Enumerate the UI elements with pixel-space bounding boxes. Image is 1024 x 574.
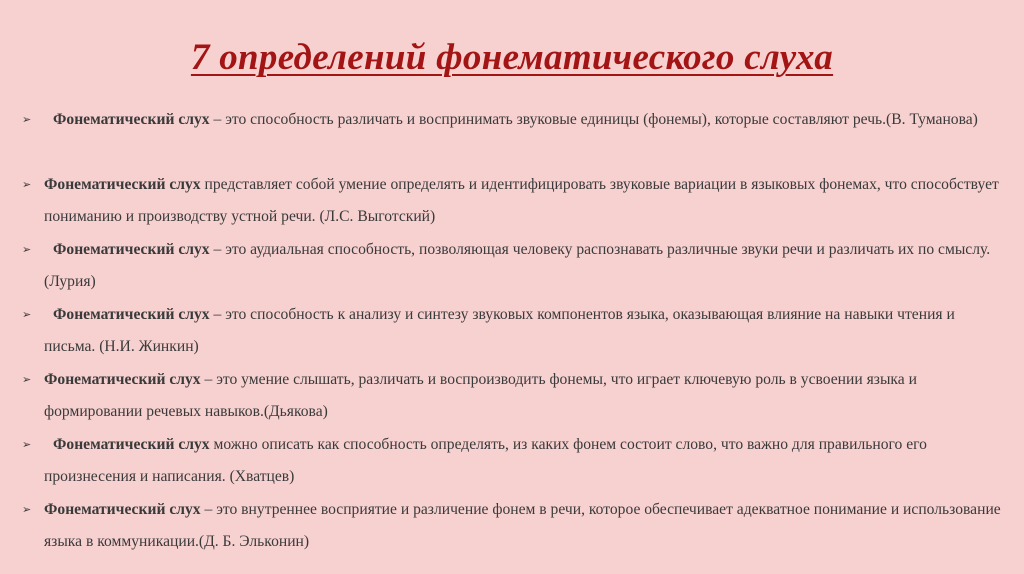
item-term: Фонематический слух bbox=[53, 436, 210, 453]
item-text: – это способность различать и воспринимать звуковые единицы (фонемы), которые составляют речь.(В. Туманова) bbox=[209, 111, 978, 128]
item-term: Фонематический слух bbox=[44, 176, 201, 193]
item-text: представляет собой умение определять и идентифицировать звуковые вариации в языковых фонемах, что способствует пониманию и производству устной речи. (Л.С. Выготский) bbox=[44, 176, 999, 225]
list-item bbox=[22, 234, 1002, 298]
item-text: – это способность к анализу и синтезу звуковых компонентов языка, оказывающая влияние на навыки чтения и письма. (Н.И. Жинкин) bbox=[44, 306, 955, 355]
item-text: – это внутреннее восприятие и различение фонем в речи, которое обеспечивает адекватное понимание и использование языка в коммуникации.(Д. Б. Эльконин) bbox=[44, 501, 1001, 550]
arrow-bullet-icon: ➢ bbox=[22, 308, 32, 321]
arrow-bullet-icon: ➢ bbox=[22, 503, 32, 516]
item-term: Фонематический слух bbox=[44, 501, 201, 518]
arrow-bullet-icon: ➢ bbox=[22, 438, 32, 451]
list-item bbox=[22, 429, 1002, 493]
list-item bbox=[22, 104, 1002, 168]
item-text: – это аудиальная способность, позволяющая человеку распознавать различные звуки речи и различать их по смыслу. (Лурия) bbox=[44, 241, 991, 290]
item-term: Фонематический слух bbox=[53, 111, 210, 128]
item-term: Фонематический слух bbox=[53, 241, 210, 258]
arrow-bullet-icon: ➢ bbox=[22, 243, 32, 256]
arrow-bullet-icon: ➢ bbox=[22, 113, 32, 126]
list-item bbox=[22, 299, 1002, 363]
item-text: – это умение слышать, различать и воспроизводить фонемы, что играет ключевую роль в усвоении языка и формировании речевых навыков.(Дьякова) bbox=[44, 371, 917, 420]
list-item bbox=[22, 494, 1002, 558]
list-item bbox=[22, 169, 1002, 233]
list-item bbox=[22, 364, 1002, 428]
arrow-bullet-icon: ➢ bbox=[22, 373, 32, 386]
item-text: можно описать как способность определять, из каких фонем состоит слово, что важно для правильного его произнесения и написания. (Хватцев) bbox=[44, 436, 927, 485]
arrow-bullet-icon: ➢ bbox=[22, 178, 32, 191]
slide-title: 7 определений фонематического слуха bbox=[190, 37, 834, 78]
item-term: Фонематический слух bbox=[53, 306, 210, 323]
item-term: Фонематический слух bbox=[44, 371, 201, 388]
definitions-list bbox=[22, 104, 1002, 559]
